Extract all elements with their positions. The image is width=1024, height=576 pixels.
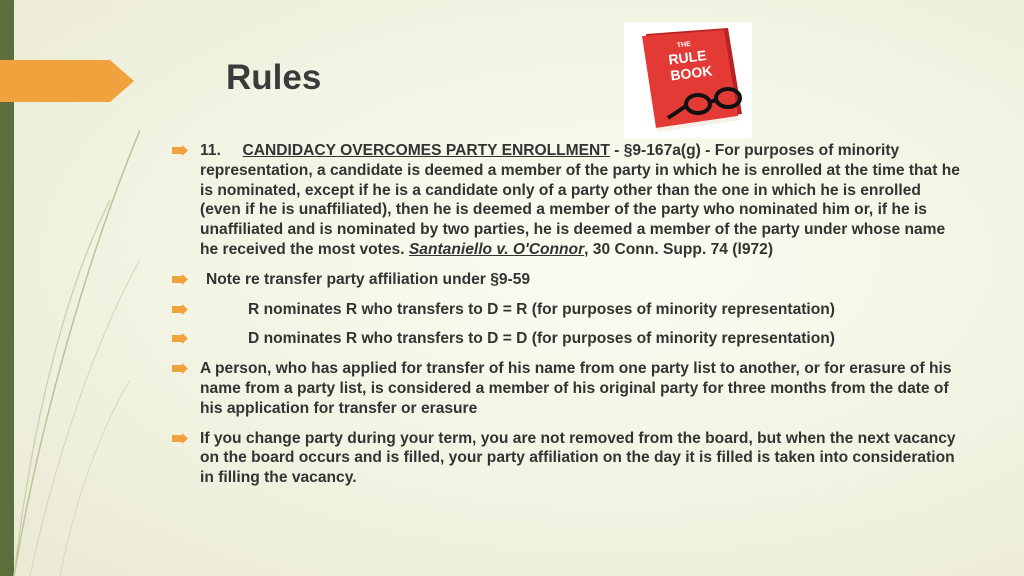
slide-title: Rules xyxy=(226,58,322,97)
arrow-bullet-icon xyxy=(172,333,188,344)
book-text-book: BOOK xyxy=(669,62,714,84)
arrow-bullet-icon xyxy=(172,145,188,156)
arrow-bullet-icon xyxy=(172,304,188,315)
case-citation: Santaniello v. O'Connor xyxy=(408,240,585,258)
bullet-item xyxy=(172,359,962,418)
title-accent-tab xyxy=(0,60,134,102)
rule-text-end: , 30 Conn. Supp. 74 (l972) xyxy=(584,240,774,258)
bullet-item xyxy=(172,300,962,320)
bullet-item xyxy=(172,429,962,488)
rule-number: 11. xyxy=(200,142,221,159)
arrow-bullet-icon xyxy=(172,274,188,285)
bullet-item xyxy=(172,141,962,260)
rule-text: - §9-167a(g) - For purposes of minority representation, a candidate is deemed a member of the party in which he is enrolled at the time that he is nominated, except if he is a candidate only of a party other than the one in which he is enrolled (even if he is unaffiliated), then he is deemed a member of the party who nominated him or, if he is unaffiliated and is nominated by two parties, he is deemed a member of the party under whose name he received the most votes. xyxy=(200,142,960,258)
bullet-text: Note re transfer party affiliation under §9-59 xyxy=(206,270,531,288)
book-text-rule: RULE xyxy=(667,47,708,68)
bullet-text: D nominates R who transfers to D = D (for purposes of minority representation) xyxy=(248,330,836,348)
rule-book-image xyxy=(624,22,752,138)
bullet-item xyxy=(172,270,962,290)
bullet-item xyxy=(172,329,962,349)
rule-heading: CANDIDACY OVERCOMES PARTY ENROLLMENT xyxy=(242,142,610,159)
bullet-text: R nominates R who transfers to D = R (for purposes of minority representation) xyxy=(248,300,836,318)
bullet-text: A person, who has applied for transfer of his name from one party list to another, or for erasure of his name from a party list, is considered a member of his original party for three months from the date of his application for transfer or erasure xyxy=(200,360,952,417)
bullet-list xyxy=(172,141,962,498)
arrow-bullet-icon xyxy=(172,433,188,444)
book-text-the: THE xyxy=(676,40,692,50)
arrow-bullet-icon xyxy=(172,363,188,374)
bullet-text: If you change party during your term, you are not removed from the board, but when the next vacancy on the board occurs and is filled, your party affiliation on the day it is filled is taken into consideration in filling the vacancy. xyxy=(200,429,956,487)
